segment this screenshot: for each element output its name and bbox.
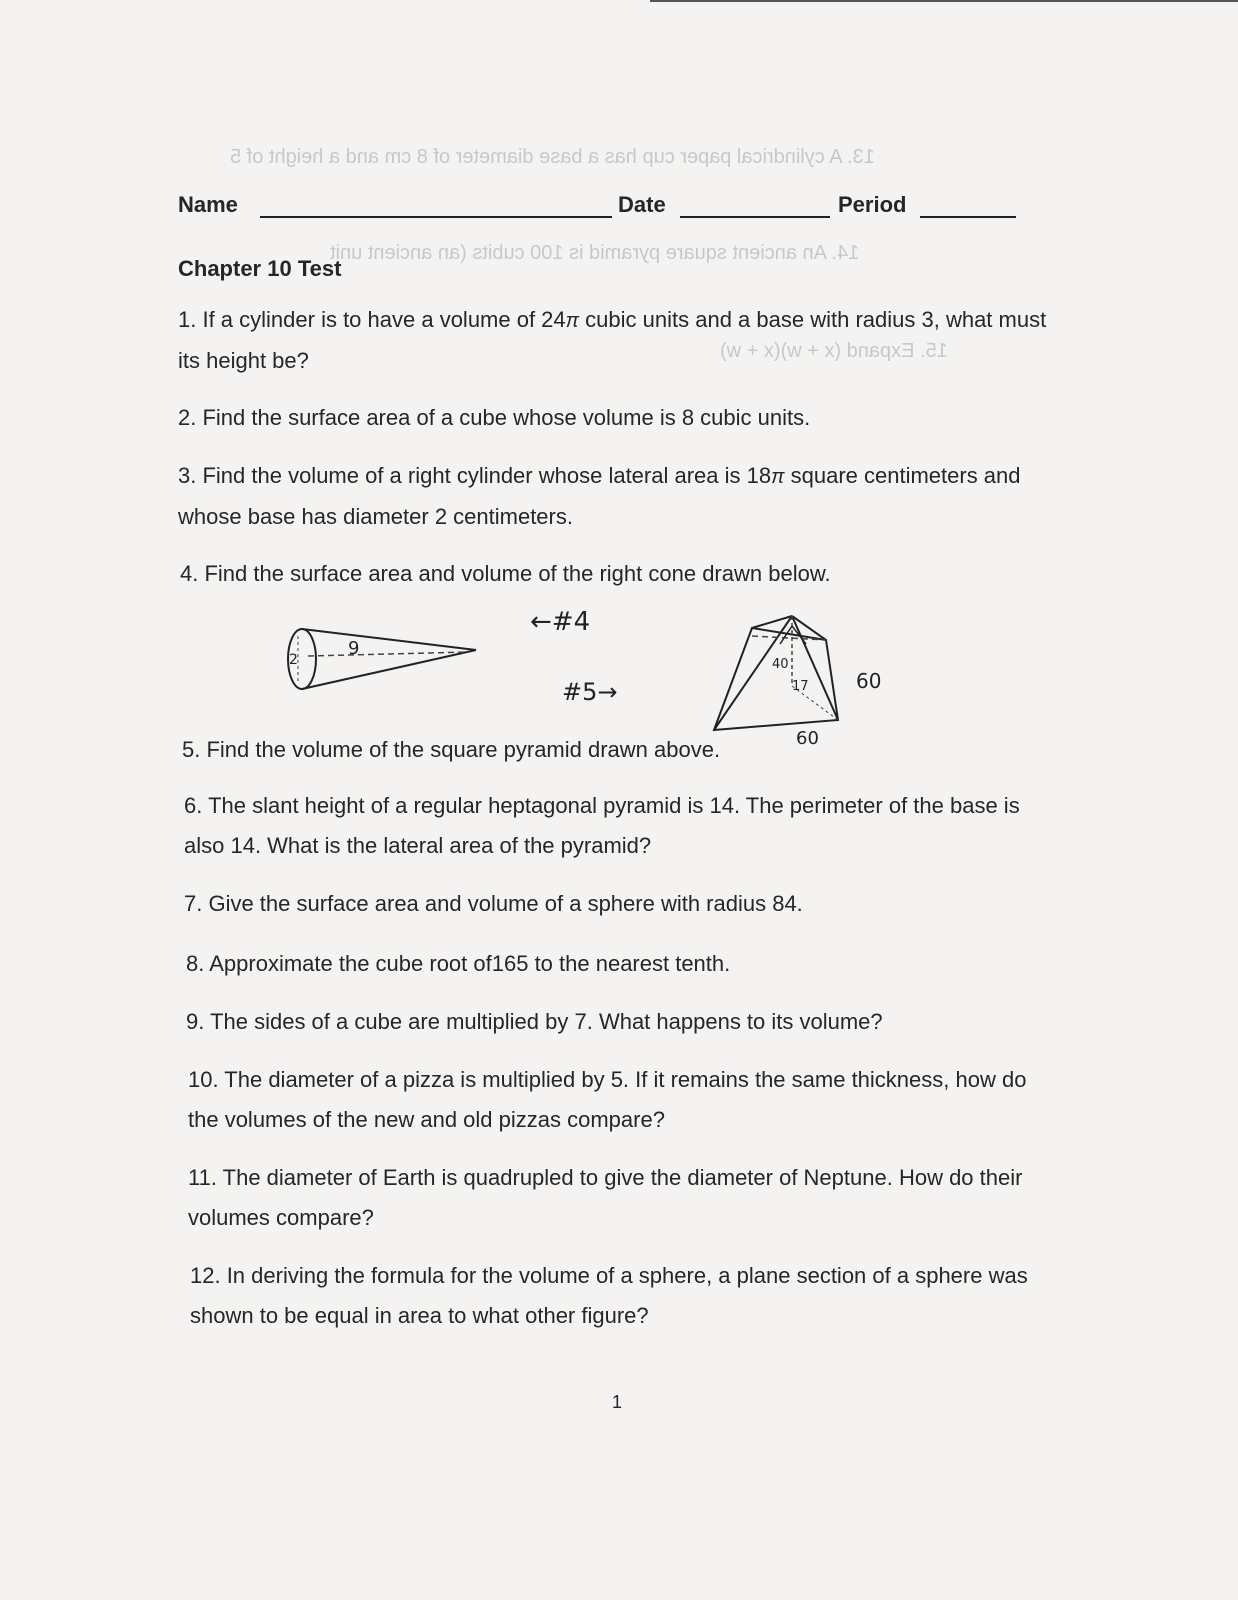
cone-radius-label: 2 (289, 652, 298, 668)
top-edge-line (650, 0, 1238, 2)
bleed-through-text: 14. An ancient square pyramid is 100 cubits (an ancient unit (330, 242, 860, 264)
period-label: Period (838, 192, 907, 217)
cone-figure (288, 629, 476, 689)
question-4: 4. Find the surface area and volume of the right cone drawn below. (180, 561, 831, 586)
pyramid-figure (714, 616, 881, 748)
test-title: Chapter 10 Test (178, 256, 342, 281)
question-6: 6. The slant height of a regular heptagonal pyramid is 14. The perimeter of the base is also 14. What is the lateral area of the pyramid? (184, 793, 1020, 858)
date-field[interactable] (680, 216, 830, 218)
period-field[interactable] (920, 216, 1016, 218)
bleed-through-text: 13. A cylindrical paper cup has a base diameter of 8 cm and a height of 5 (230, 146, 875, 168)
pyramid-inner-label: 17 (792, 679, 809, 694)
pi-symbol: π (771, 466, 785, 488)
date-label: Date (618, 192, 666, 217)
question-12: 12. In deriving the formula for the volume of a sphere, a plane section of a sphere was shown to be equal in area to what other figure? (190, 1263, 1028, 1328)
question-1: 1. If a cylinder is to have a volume of 24π cubic units and a base with radius 3, what must its height be? (178, 307, 1047, 373)
figures-drawing (280, 598, 920, 748)
question-5: 5. Find the volume of the square pyramid drawn above. (182, 737, 721, 762)
name-label: Name (178, 192, 238, 217)
cone-slant-label: 9 (348, 638, 360, 659)
pyramid-edge-label: 60 (856, 669, 882, 693)
cone-pointer-label: ←#4 (530, 607, 591, 637)
question-10: 10. The diameter of a pizza is multiplied by 5. If it remains the same thickness, how do the volumes of the new and old pizzas compare? (188, 1067, 1027, 1132)
header-row (178, 192, 1038, 224)
question-8: 8. Approximate the cube root of165 to the nearest tenth. (186, 951, 731, 976)
pyramid-pointer-label: #5→ (562, 678, 618, 706)
pi-symbol: π (565, 310, 580, 332)
question-9: 9. The sides of a cube are multiplied by 7. What happens to its volume? (186, 1009, 883, 1034)
figures-area (280, 598, 920, 748)
pyramid-height-label: 40 (772, 657, 789, 672)
question-11: 11. The diameter of Earth is quadrupled to give the diameter of Neptune. How do their volumes compare? (188, 1165, 1023, 1230)
bleed-through-text: 15. Expand (x + w)(x + w) (720, 340, 948, 362)
name-field[interactable] (260, 216, 612, 218)
page-number: 1 (612, 1392, 623, 1412)
question-7: 7. Give the surface area and volume of a sphere with radius 84. (184, 891, 803, 916)
question-3: 3. Find the volume of a right cylinder whose lateral area is 18π square centimeters and whose base has diameter 2 centimeters. (178, 463, 1021, 529)
question-2: 2. Find the surface area of a cube whose volume is 8 cubic units. (178, 405, 811, 430)
pyramid-base-label: 60 (796, 728, 819, 748)
